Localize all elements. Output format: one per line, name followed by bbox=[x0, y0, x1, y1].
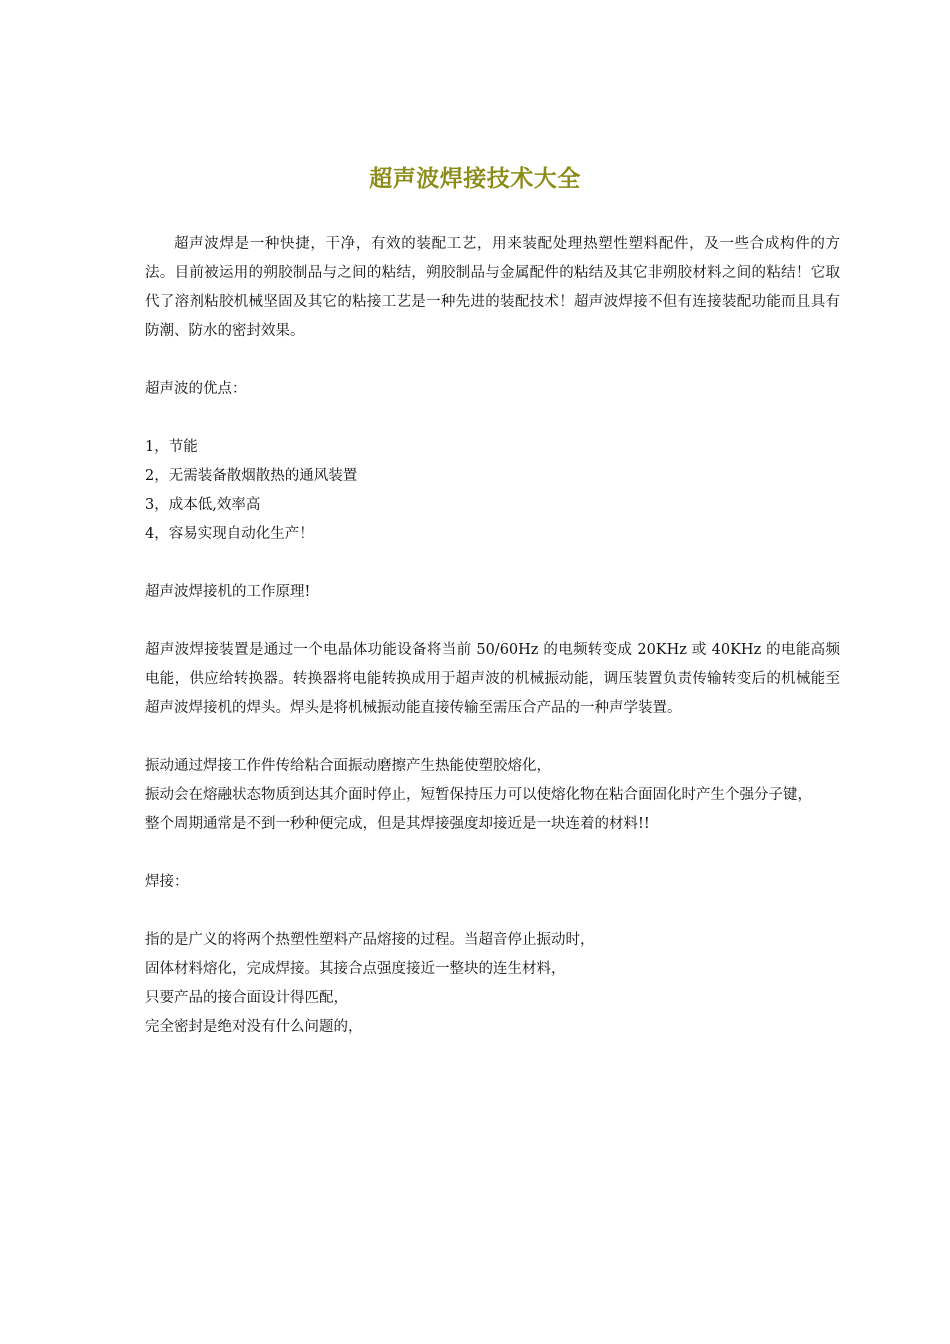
vibration-line: 整个周期通常是不到一秒种便完成，但是其焊接强度却接近是一块连着的材料!! bbox=[145, 816, 650, 832]
welding-line: 指的是广义的将两个热塑性塑料产品熔接的过程。当超音停止振动时， bbox=[145, 932, 595, 948]
spacer bbox=[145, 607, 840, 636]
advantage-item: 3，成本低,效率高 bbox=[145, 497, 261, 513]
document-body bbox=[145, 230, 840, 1042]
welding-line: 只要产品的接合面设计得匹配， bbox=[145, 990, 348, 1006]
spacer bbox=[145, 723, 840, 752]
spacer bbox=[145, 839, 840, 868]
spacer bbox=[145, 404, 840, 433]
vibration-line: 振动通过焊接工作件传给粘合面振动磨擦产生热能使塑胶熔化， bbox=[145, 758, 551, 774]
intro-paragraph: 超声波焊是一种快捷，干净，有效的装配工艺，用来装配处理热塑性塑料配件，及一些合成构件的方法。目前被运用的朔胶制品与之间的粘结，朔胶制品与金属配件的粘结及其它非朔胶材料之间的粘结！它取代了溶剂粘胶机械坚固及其它的粘接工艺是一种先进的装配技术！超声波焊接不但有连接装配功能而且具有防潮、防水的密封效果。 bbox=[145, 236, 840, 339]
principle-paragraph: 超声波焊接装置是通过一个电晶体功能设备将当前 50/60Hz 的电频转变成 20KHz 或 40KHz 的电能高频电能，供应给转换器。转换器将电能转换成用于超声波的机械振动能，调压装置负责传输转变后的机械能至超声波焊接机的焊头。焊头是将机械振动能直接传输至需压合产品的一种声学装置。 bbox=[145, 642, 840, 716]
advantages-heading: 超声波的优点： bbox=[145, 381, 247, 397]
principle-heading: 超声波焊接机的工作原理! bbox=[145, 584, 311, 600]
spacer bbox=[145, 346, 840, 375]
welding-heading: 焊接： bbox=[145, 874, 189, 890]
document-title: 超声波焊接技术大全 bbox=[369, 165, 581, 192]
spacer bbox=[145, 897, 840, 926]
spacer bbox=[145, 549, 840, 578]
advantage-item: 1，节能 bbox=[145, 439, 198, 455]
vibration-line: 振动会在熔融状态物质到达其介面时停止，短暂保持压力可以使熔化物在粘合面固化时产生个强分子键， bbox=[145, 787, 812, 803]
advantage-item: 4，容易实现自动化生产！ bbox=[145, 526, 314, 542]
welding-line: 固体材料熔化，完成焊接。其接合点强度接近一整块的连生材料， bbox=[145, 961, 566, 977]
advantage-item: 2，无需装备散烟散热的通风装置 bbox=[145, 468, 358, 484]
welding-line: 完全密封是绝对没有什么问题的， bbox=[145, 1019, 363, 1035]
